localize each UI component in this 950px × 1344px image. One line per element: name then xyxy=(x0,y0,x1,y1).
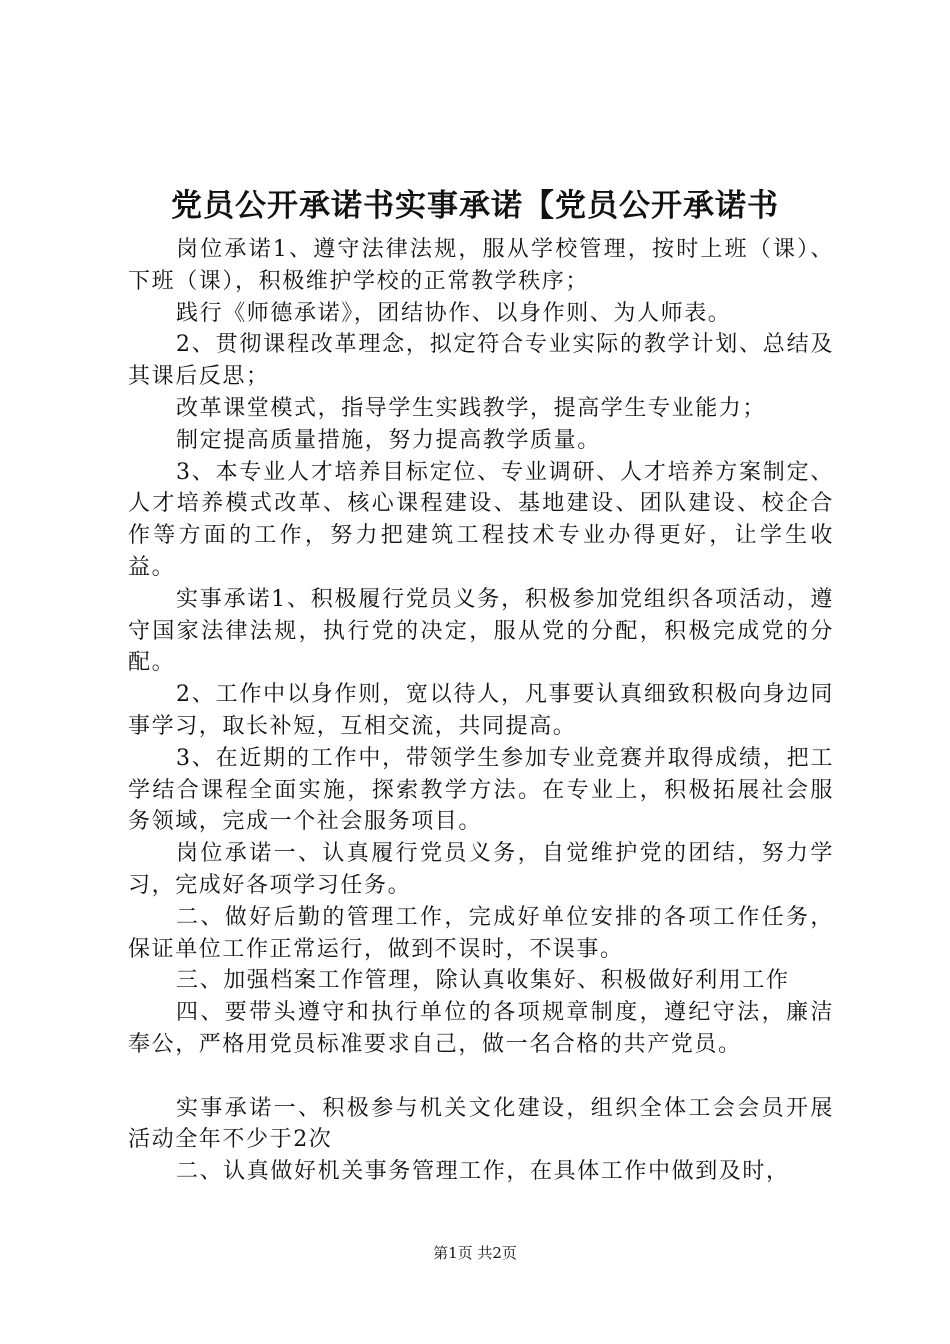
paragraph: 实事承诺1、积极履行党员义务，积极参加党组织各项活动，遵守国家法律法规，执行党的决定，服从党的分配，积极完成党的分配。 xyxy=(128,586,834,676)
paragraph: 四、要带头遵守和执行单位的各项规章制度，遵纪守法，廉洁奉公，严格用党员标准要求自己，做一名合格的共产党员。 xyxy=(128,1000,834,1057)
paragraph: 岗位承诺1、遵守法律法规，服从学校管理，按时上班（课）、下班（课），积极维护学校的正常教学秩序； xyxy=(128,237,834,294)
document-body xyxy=(128,234,834,1188)
paragraph: 3、本专业人才培养目标定位、专业调研、人才培养方案制定、人才培养模式改革、核心课程建设、基地建设、团队建设、校企合作等方面的工作，努力把建筑工程技术专业办得更好，让学生收益。 xyxy=(128,459,834,580)
paragraph: 制定提高质量措施，努力提高教学质量。 xyxy=(176,427,601,453)
paragraph: 3、在近期的工作中，带领学生参加专业竞赛并取得成绩，把工学结合课程全面实施，探索教学方法。在专业上，积极拓展社会服务领域，完成一个社会服务项目。 xyxy=(128,745,834,835)
paragraph: 岗位承诺一、认真履行党员义务，自觉维护党的团结，努力学习，完成好各项学习任务。 xyxy=(128,841,834,898)
page-footer: 第1页 共2页 xyxy=(433,1244,517,1262)
paragraph: 改革课堂模式，指导学生实践教学，提高学生专业能力； xyxy=(176,395,767,421)
paragraph: 二、做好后勤的管理工作，完成好单位安排的各项工作任务，保证单位工作正常运行，做到不误时，不误事。 xyxy=(128,904,834,962)
paragraph: 2、贯彻课程改革理念，拟定符合专业实际的教学计划、总结及其课后反思； xyxy=(128,332,834,390)
document-title: 党员公开承诺书实事承诺【党员公开承诺书 xyxy=(171,188,779,224)
paragraph: 实事承诺一、积极参与机关文化建设，组织全体工会会员开展活动全年不少于2次 xyxy=(128,1095,834,1153)
paragraph: 二、认真做好机关事务管理工作，在具体工作中做到及时， xyxy=(176,1159,790,1185)
paragraph: 2、工作中以身作则，宽以待人，凡事要认真细致积极向身边同事学习，取长补短，互相交流，共同提高。 xyxy=(128,682,834,739)
blank-line xyxy=(128,1061,834,1093)
paragraph: 践行《师德承诺》，团结协作、以身作则、为人师表。 xyxy=(176,300,732,326)
paragraph: 三、加强档案工作管理，除认真收集好、积极做好利用工作 xyxy=(176,968,790,994)
